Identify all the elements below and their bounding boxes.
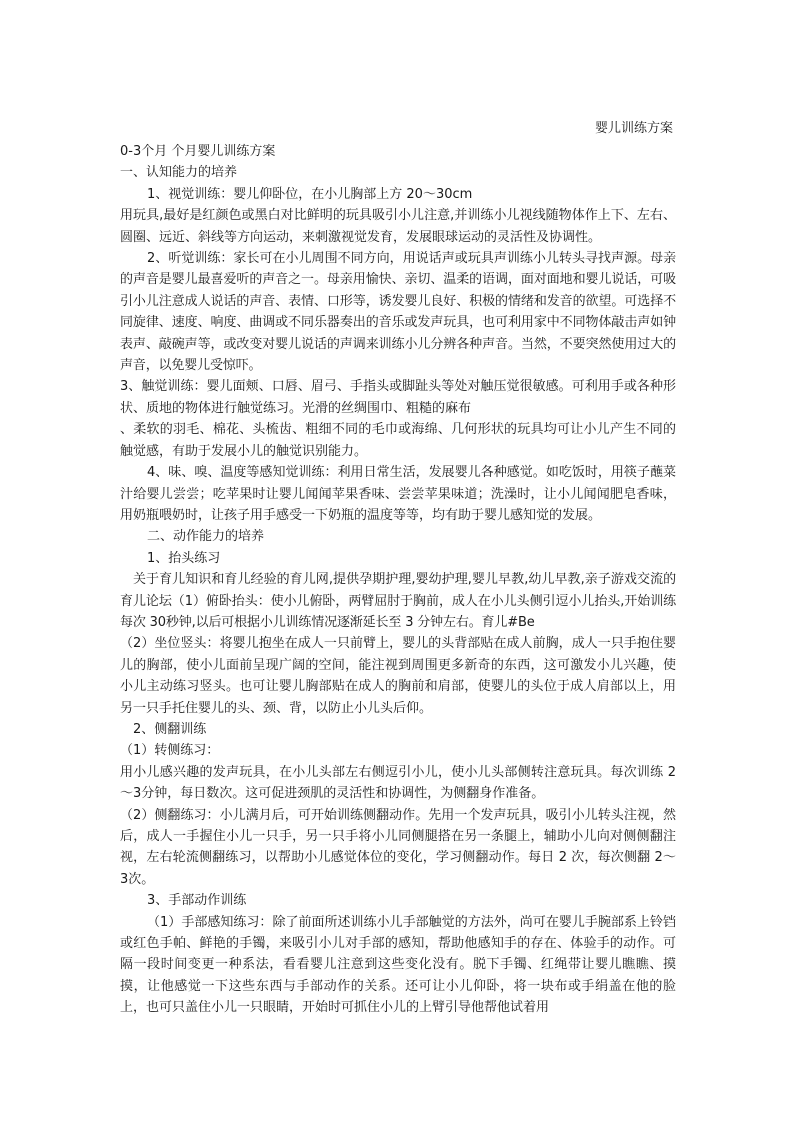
paragraph-prone-head-lift: 关于育儿知识和育儿经验的育儿网,提供孕期护理,婴幼护理,婴儿早教,幼儿早教,亲子游戏交流的育儿论坛（1）俯卧抬头：使小儿俯卧，两臂屈肘于胸前，成人在小儿头侧引逗小儿抬头,开始训练每次 30秒钟,以后可根据小儿训练情况逐渐延长至 3 分钟左右。育儿#Be [120, 572, 676, 630]
paragraph-visual-training: 1、视觉训练：婴儿仰卧位，在小儿胸部上方 20～30cm [147, 186, 473, 202]
section-heading-motor: 二、动作能力的培养 [147, 529, 265, 545]
paragraph-hand-perception: （1）手部感知练习：除了前面所述训练小儿手部触觉的方法外，尚可在婴儿手腕部系上铃铛或红色手帕、鲜艳的手镯，来吸引小儿对手部的感知，帮助他感知手的存在、体验手的动作。可隔一段时间变更一种系法，看看婴儿注意到这些变化没有。脱下手镯、红绳带让婴儿瞧瞧、摸摸，让他感觉一下这些东西与手部动作的关系。还可让小儿仰卧，将一块布或手绢盖在他的脸上，也可只盖住小儿一只眼睛，开始时可抓住小儿的上臂引导他帮他试着用 [120, 914, 676, 1016]
subheading-hand-motion: 3、手部动作训练 [147, 893, 247, 909]
paragraph-side-roll-practice: （2）侧翻练习：小儿满月后，可开始训练侧翻动作。先用一个发声玩具，吸引小儿转头注视，然后，成人一手握住小儿一只手，另一只手将小儿同侧腿搭在另一条腿上，辅助小儿向对侧侧翻注视，左右轮流侧翻练习，以帮助小儿感觉体位的变化，学习侧翻动作。每日 2 次，每次侧翻 2～3次。 [120, 807, 676, 887]
subheading-turn-side: （1）转侧练习： [120, 743, 220, 759]
paragraph-taste-smell-training: 4、味、嗅、温度等感知觉训练：利用日常生活，发展婴儿各种感觉。如吃饭时，用筷子蘸菜汁给婴儿尝尝；吃苹果时让婴儿闻闻苹果香味、尝尝苹果味道；洗澡时，让小儿闻闻肥皂香味，用奶瓶喂奶时，让孩子用手感受一下奶瓶的温度等等，均有助于婴儿感知觉的发展。 [120, 465, 676, 523]
paragraph-turn-side: 用小儿感兴趣的发声玩具，在小儿头部左右侧逗引小儿，使小儿头部侧转注意玩具。每次训练 2～3分钟，每日数次。这可促进颈肌的灵活性和协调性，为侧翻身作准备。 [120, 764, 676, 802]
paragraph-touch-training: 3、触觉训练：婴儿面颊、口唇、眉弓、手指头或脚趾头等处对触压觉很敏感。可利用手或各种形状、质地的物体进行触觉练习。光滑的丝绸围巾、粗糙的麻布 [120, 379, 676, 416]
page-header-title: 婴儿训练方案 [594, 121, 673, 136]
paragraph-visual-training-cont: 用玩具,最好是红颜色或黑白对比鲜明的玩具吸引小儿注意,并训练小儿视线随物体作上下、左右、圆圈、远近、斜线等方向运动，来刺激视觉发育，发展眼球运动的灵活性及协调性。 [120, 208, 676, 245]
document-body [120, 141, 676, 1019]
paragraph-hearing-training: 2、听觉训练：家长可在小儿周围不同方向，用说话声或玩具声训练小儿转头寻找声源。母亲的声音是婴儿最喜爱听的声音之一。母亲用愉快、亲切、温柔的语调，面对面地和婴儿说话，可吸引小儿注意成人说话的声音、表情、口形等，诱发婴儿良好、积极的情绪和发音的欲望。可选择不同旋律、速度、响度、曲调或不同乐器奏出的音乐或发声玩具，也可利用家中不同物体敲击声如钟表声、敲碗声等，或改变对婴儿说话的声调来训练小儿分辨各种声音。当然，不要突然使用过大的声音，以免婴儿受惊吓。 [120, 251, 676, 374]
section-title: 0-3个月 个月婴儿训练方案 [120, 144, 276, 159]
subheading-side-roll: 2、侧翻训练 [133, 721, 207, 737]
paragraph-touch-training-cont: 、柔软的羽毛、棉花、头梳齿、粗细不同的毛巾或海绵、几何形状的玩具均可让小儿产生不同的触觉感，有助于发展小儿的触觉识别能力。 [120, 422, 676, 459]
subheading-head-lift: 1、抬头练习 [147, 550, 221, 566]
section-heading-cognition: 一、认知能力的培养 [120, 165, 238, 181]
paragraph-sitting-head-hold: （2）坐位竖头：将婴儿抱坐在成人一只前臂上，婴儿的头背部贴在成人前胸，成人一只手抱住婴儿的胸部，使小儿面前呈现广阔的空间，能注视到周围更多新奇的东西，这可激发小儿兴趣，使小儿主动练习竖头。也可让婴儿胸部贴在成人的胸前和肩部，使婴儿的头位于成人肩部以上，用另一只手托住婴儿的头、颈、背，以防止小儿头后仰。 [120, 636, 676, 716]
